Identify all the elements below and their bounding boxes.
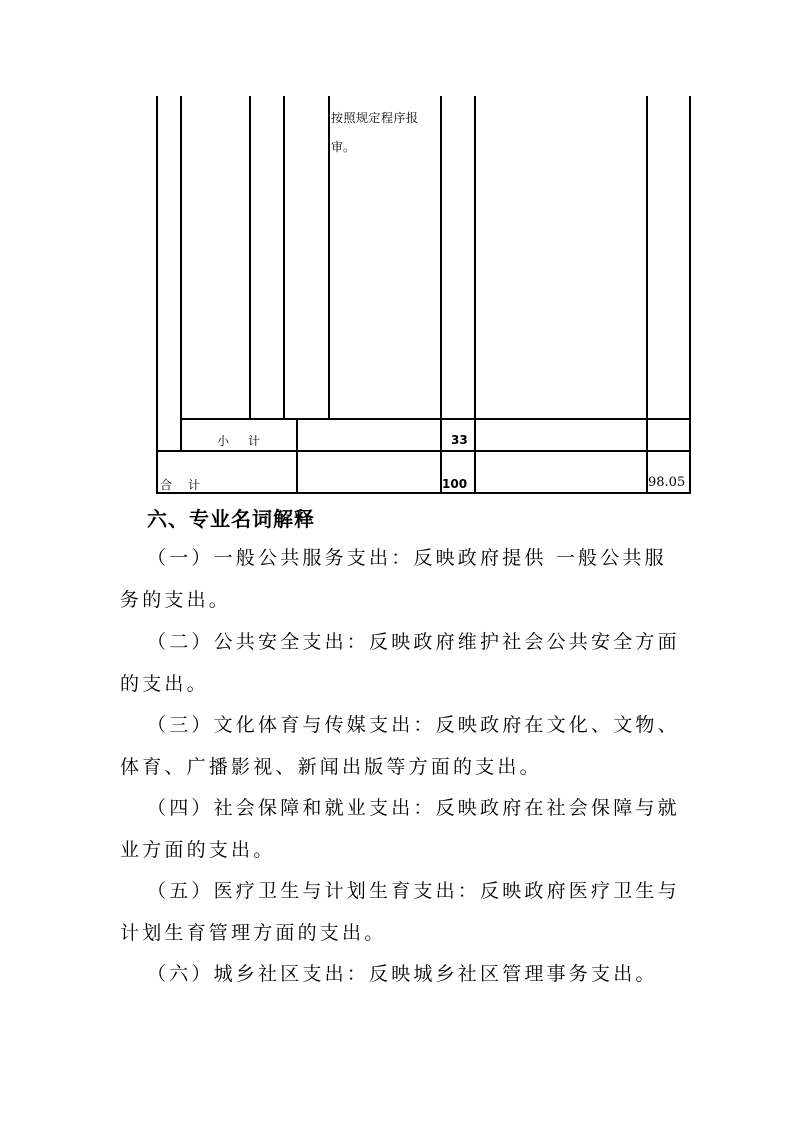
total-score: 100 [442,477,468,491]
table-border-bottom [156,492,691,494]
total-result: 98.05 [648,475,686,490]
definition-paragraph: （二）公共安全支出：反映政府维护社会公共安全方面的支出。 [120,631,680,695]
table-col-divider [646,96,648,493]
subtotal-label: 计 [248,434,261,448]
section-heading: 六、专业名词解释 [147,507,315,531]
table-col-divider [283,96,285,419]
definition-paragraph: （四）社会保障和就业支出：反映政府在社会保障与就业方面的支出。 [120,797,680,861]
definition-paragraph: （五）医疗卫生与计划生育支出：反映政府医疗卫生与计划生育管理方面的支出。 [120,880,680,944]
definition-paragraph: （三）文化体育与传媒支出：反映政府在文化、文物、体育、广播影视、新闻出版等方面的支出。 [120,714,680,778]
table-col-divider [296,419,298,493]
table-col-divider [249,96,251,419]
total-label: 计 [188,478,201,492]
table-col-divider [440,96,442,493]
table-note-text: 按照规定程序报 [331,111,419,125]
subtotal-label: 小 [217,434,230,448]
table-row-divider [156,450,691,452]
subtotal-score: 33 [451,433,468,447]
table-col-divider [474,96,476,493]
table-note-text: 审。 [331,140,356,154]
table-col-divider [180,96,182,451]
table-border-left [156,96,158,493]
table-col-divider [328,96,330,419]
definition-paragraph: （六）城乡社区支出：反映城乡社区管理事务支出。 [147,963,658,985]
table-border-right [689,96,691,493]
table-row-divider [180,418,691,420]
total-label: 合 [160,478,173,492]
definition-paragraph: （一）一般公共服务支出：反映政府提供 一般公共服务的支出。 [120,547,667,611]
